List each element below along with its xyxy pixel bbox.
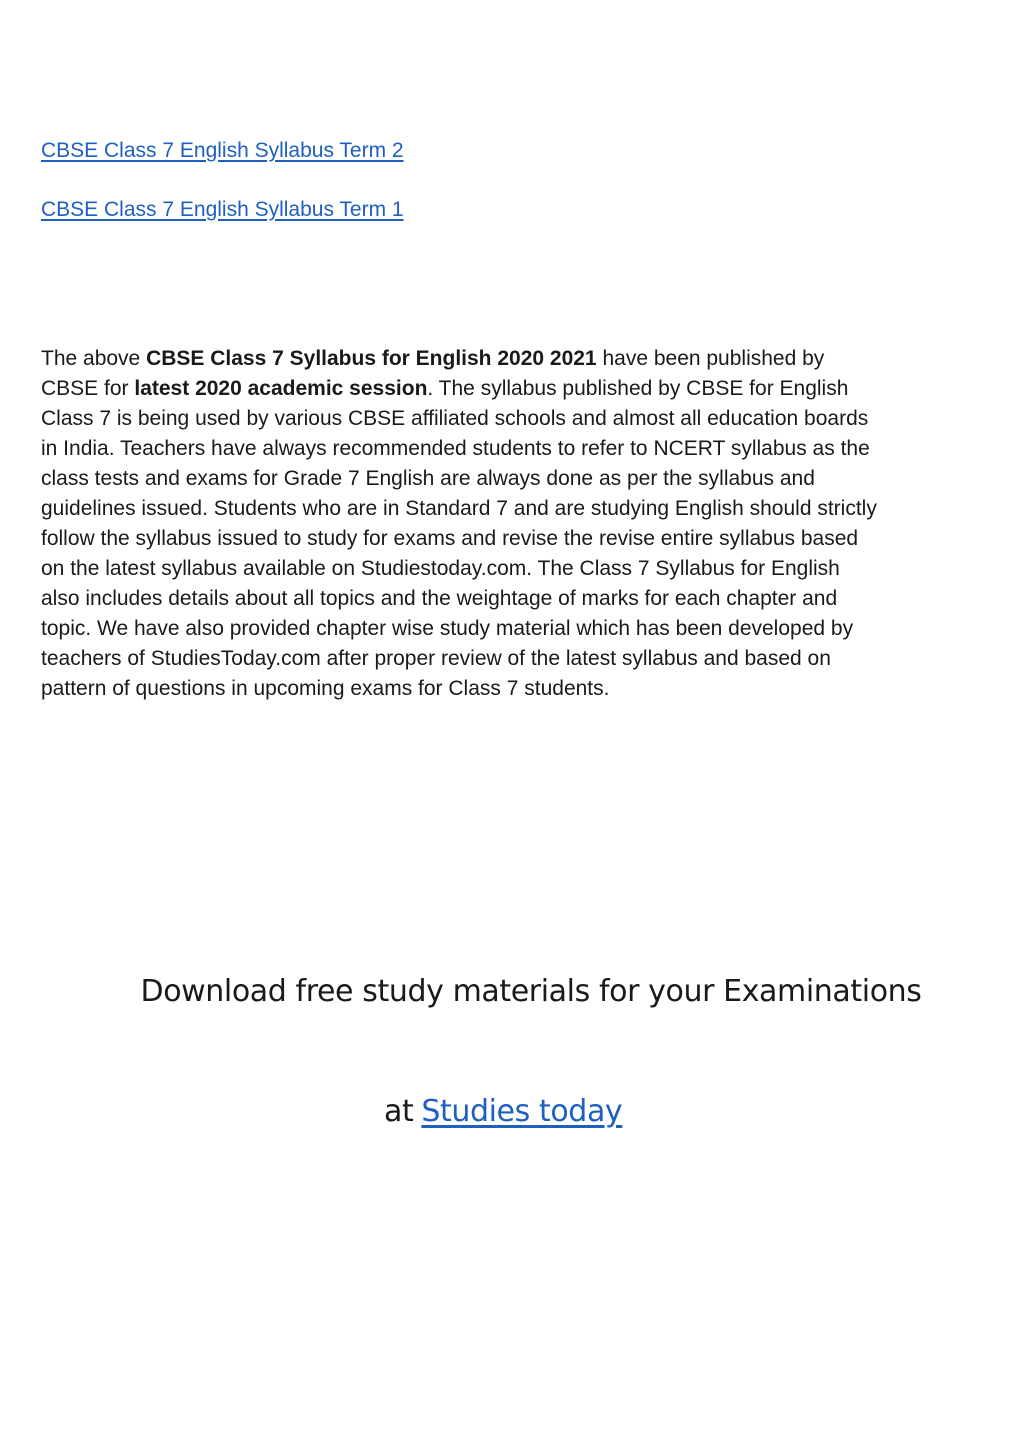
paragraph-line: The above CBSE Class 7 Syllabus for English 2020 2021 have been published by (41, 347, 825, 370)
paragraph-line: follow the syllabus issued to study for exams and revise the revise entire syllabus based (41, 527, 859, 550)
syllabus-description-paragraph (41, 344, 1006, 704)
paragraph-line: teachers of StudiesToday.com after proper review of the latest syllabus and based on (41, 647, 831, 670)
at-label: at (384, 1094, 414, 1129)
paragraph-line: class tests and exams for Grade 7 English are always done as per the syllabus and (41, 467, 815, 490)
paragraph-line: topic. We have also provided chapter wise study material which has been developed by (41, 617, 854, 640)
bold-academic-session: latest 2020 academic session (134, 377, 428, 400)
bold-syllabus-title: CBSE Class 7 Syllabus for English 2020 2021 (146, 347, 597, 370)
syllabus-term1-link[interactable]: CBSE Class 7 English Syllabus Term 1 (41, 198, 404, 221)
paragraph-line: guidelines issued. Students who are in Standard 7 and are studying English should strictly (41, 497, 877, 520)
paragraph-line: Class 7 is being used by various CBSE affiliated schools and almost all education boards (41, 407, 869, 430)
paragraph-line: CBSE for latest 2020 academic session. The syllabus published by CBSE for English (41, 377, 849, 400)
paragraph-line: also includes details about all topics and the weightage of marks for each chapter and (41, 587, 838, 610)
syllabus-term2-link[interactable]: CBSE Class 7 English Syllabus Term 2 (41, 139, 404, 162)
paragraph-line: pattern of questions in upcoming exams for Class 7 students. (41, 677, 610, 700)
download-banner-link-line (384, 1090, 622, 1134)
paragraph-line: in India. Teachers have always recommended students to refer to NCERT syllabus as the (41, 437, 870, 460)
download-banner-text: Download free study materials for your Examinations (140, 974, 922, 1009)
paragraph-line: on the latest syllabus available on Studiestoday.com. The Class 7 Syllabus for English (41, 557, 840, 580)
studies-today-link[interactable]: Studies today (421, 1094, 623, 1129)
